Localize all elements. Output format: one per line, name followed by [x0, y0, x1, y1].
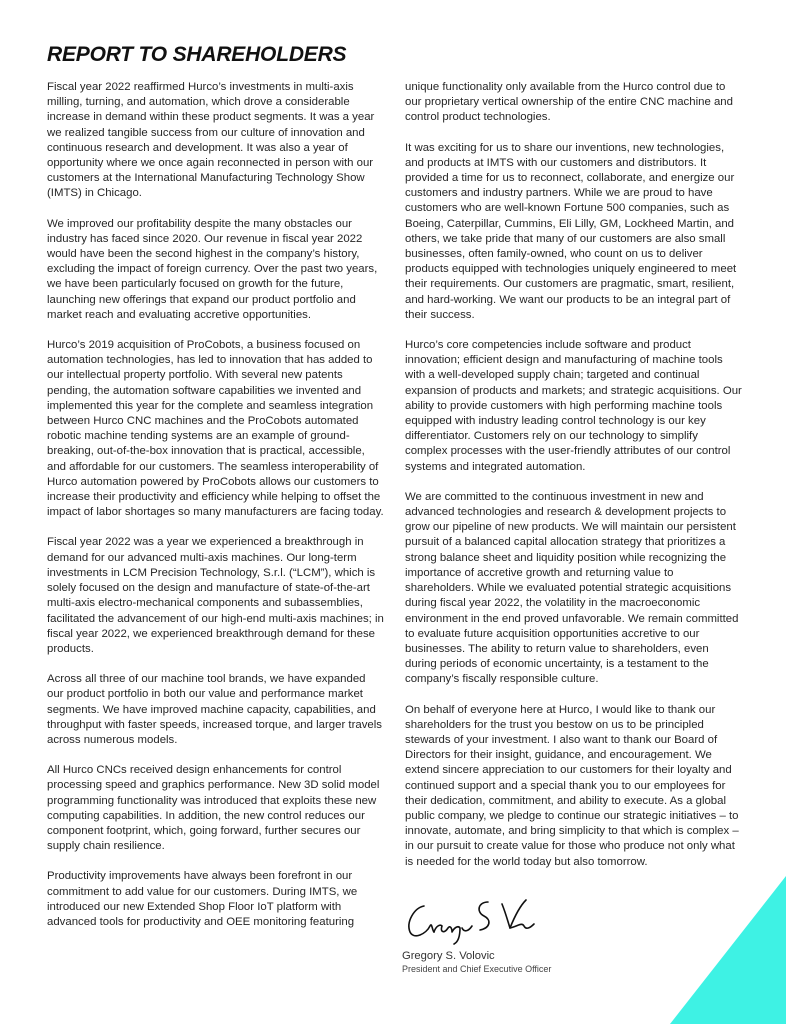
paragraph: Hurco’s 2019 acquisition of ProCobots, a business focused on automation technologies, has led to innovation that has added to our intellectual property portfolio. With several new patents pending, the automation software capabilities we invented and implemented this year for the complete and seamless integration between Hurco CNC machines and the ProCobots automated robotic machine tending systems are an example of ground-breaking, out-of-the-box innovation that is practical, accessible, and affordable for our customers. The seamless interoperability of Hurco automation powered by ProCobots allows our customers to increase their productivity and efficiency while helping to offset the impact of labor shortages so many manufacturers are facing today.: [47, 339, 384, 519]
handwritten-signature: [402, 892, 542, 948]
paragraph: unique functionality only available from the Hurco control due to our proprietary vertical ownership of the entire CNC machine and control product technologies.: [405, 81, 733, 124]
signer-title: President and Chief Executive Officer: [402, 964, 552, 974]
paragraph: Hurco’s core competencies include software and product innovation; efficient design and manufacturing of machine tools with a well-developed supply chain; targeted and continual expansion of products and markets; and strategic acquisitions. Our ability to provide customers with high performing machine tools equipped with industry leading control technology is our key differentiator. Customers rely on our technology to simplify complex processes with the user-friendly attributes of our control systems and integrated automation.: [405, 339, 742, 473]
paragraph: It was exciting for us to share our inventions, new technologies, and products at IMTS with our customers and distributors. It provided a time for us to reconnect, collaborate, and energize our customers and industry partners. While we are proud to have customers who are well-known Fortune 500 companies, such as Boeing, Caterpillar, Cummins, Eli Lilly, GM, Lockheed Martin, and others, we take pride that many of our customers are also small businesses, often family-owned, who count on us to deliver products equipped with technologies uniquely engineered to meet their requirements. Our customers are pragmatic, smart, resilient, and hard-working. We want our products to be an integral part of their success.: [405, 141, 737, 321]
decorative-corner-triangle: [670, 876, 786, 1024]
paragraph: On behalf of everyone here at Hurco, I would like to thank our shareholders for the trust you bestow on us to be principled stewards of your investment. I also want to thank our Board of Directors for their insight, guidance, and encouragement. We extend sincere appreciation to our customers for their loyalty and continued support and a special thank you to our employees for their dedication, commitment, and ability to execute. As a global public company, we pledge to continue our strategic initiatives – to innovate, automate, and bring simplicity to that which is complex – in our pursuit to create value for those who produce not only what is needed for the world today but also tomorrow.: [405, 703, 739, 868]
right-column: [405, 80, 743, 885]
paragraph: Fiscal year 2022 reaffirmed Hurco’s investments in multi-axis milling, turning, and automation, which drove a considerable increase in demand within these product segments. It was a year we realized tangible success from our culture of innovation and continuous research and development. It was also a year of opportunity where we once again reconnected in person with our customers at the International Manufacturing Technology Show (IMTS) in Chicago.: [47, 81, 375, 200]
signature-block: [402, 892, 602, 974]
paragraph: Productivity improvements have always been forefront in our commitment to add value for our customers. During IMTS, we introduced our new Extended Shop Floor IoT platform with advanced tools for productivity and OEE monitoring featuring: [47, 870, 358, 928]
left-column: [47, 80, 385, 945]
page-title: REPORT TO SHAREHOLDERS: [47, 43, 347, 66]
paragraph: All Hurco CNCs received design enhancements for control processing speed and graphics performance. New 3D solid model programming functionality was introduced that exploits these new computing capabilities. In addition, the new control reduces our component footprint, which, going forward, further secures our supply chain resilience.: [47, 764, 380, 853]
paragraph: We are committed to the continuous investment in new and advanced technologies and research & development projects to grow our pipeline of new products. We will maintain our persistent pursuit of a balanced capital allocation strategy that prioritizes a strong balance sheet and liquidity position while recognizing the importance of accretive growth and returning value to shareholders. While we evaluated potential strategic acquisitions during fiscal year 2022, the volatility in the macroeconomic environment in the end proved unfavorable. We remain committed to evaluate future acquisition opportunities accretive to our businesses. The ability to return value to shareholders, even during periods of economic uncertainty, is a testament to the company’s fiscally responsible culture.: [405, 490, 739, 686]
signer-name: Gregory S. Volovic: [402, 950, 495, 962]
paragraph: Fiscal year 2022 was a year we experienced a breakthrough in demand for our advanced multi-axis machines. Our long-term investments in LCM Precision Technology, S.r.l. (“LCM”), which is solely focused on the design and manufacture of state-of-the-art multi-axis electro-mechanical components and subassemblies, facilitated the advancement of our high-end multi-axis machines; in fiscal year 2022, we experienced breakthrough demand for these products.: [47, 536, 384, 655]
paragraph: Across all three of our machine tool brands, we have expanded our product portfolio in both our value and performance market segments. We have improved machine capacity, capabilities, and throughput with faster speeds, increased torque, and larger travels across numerous models.: [47, 673, 382, 746]
paragraph: We improved our profitability despite the many obstacles our industry has faced since 2020. Our revenue in fiscal year 2022 would have been the second highest in the company’s history, excluding the impact of foreign currency. Over the past two years, we have been particularly focused on growth for the future, launching new offerings that expand our product portfolio and market reach and evaluating accretive opportunities.: [47, 217, 378, 321]
